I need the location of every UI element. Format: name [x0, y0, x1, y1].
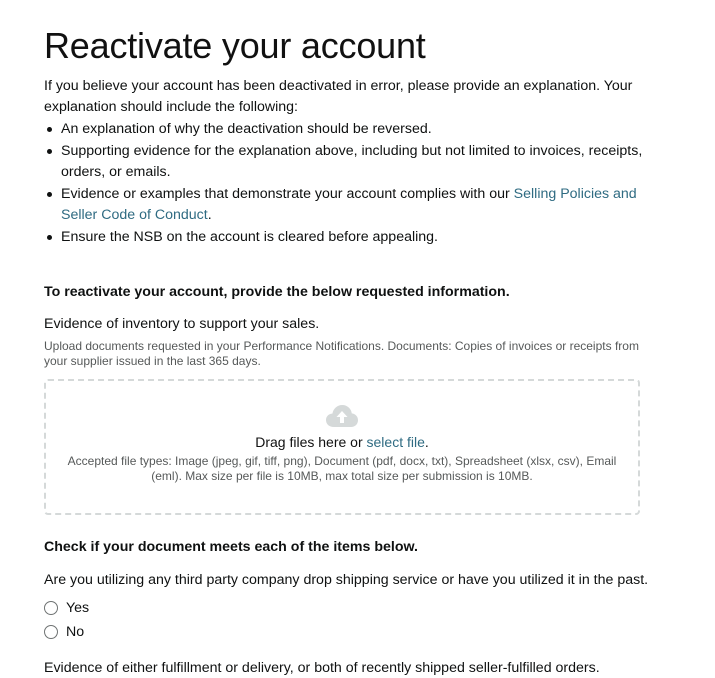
fulfillment-label: Evidence of either fulfillment or delivery, or both of recently shipped seller-fulfilled orders. — [44, 660, 600, 676]
file-dropzone[interactable] — [44, 379, 640, 515]
drag-suffix: . — [424, 434, 429, 450]
section-title: To reactivate your account, provide the below requested information. — [44, 284, 510, 300]
requirement-item — [61, 184, 656, 226]
page-title: Reactivate your account — [44, 25, 426, 66]
radio-yes-label: Yes — [66, 600, 90, 616]
radio-option-yes[interactable] — [44, 598, 715, 618]
check-title: Check if your document meets each of the items below. — [44, 539, 418, 555]
inventory-help: Upload documents requested in your Performance Notifications. Documents: Copies of invoices or receipts from your supplier issued in the last 365 days. — [44, 339, 639, 368]
radio-yes[interactable] — [44, 601, 58, 615]
radio-option-no[interactable] — [44, 622, 715, 642]
inventory-label: Evidence of inventory to support your sales. — [44, 316, 320, 332]
radio-no-label: No — [66, 624, 85, 640]
requirements-list — [44, 119, 656, 248]
drag-prompt: Drag files here or — [255, 434, 367, 450]
requirement-item: Supporting evidence for the explanation above, including but not limited to invoices, receipts, orders, or emails. — [61, 141, 656, 183]
accepted-file-types: Accepted file types: Image (jpeg, gif, tiff, png), Document (pdf, docx, txt), Spreadsheet (xlsx, csv), Email (eml). Max size per file is 10MB, max total size per submission is 10MB. — [67, 454, 617, 483]
requirement-text: Evidence or examples that demonstrate your account complies with our — [61, 186, 514, 202]
requirement-item: Ensure the NSB on the account is cleared before appealing. — [61, 227, 656, 248]
intro-text: If you believe your account has been deactivated in error, please provide an explanation. Your explanation should include the following: — [44, 78, 633, 115]
requirement-text-end: . — [207, 207, 212, 223]
dropship-question: Are you utilizing any third party company drop shipping service or have you utilized it in the past. — [44, 572, 649, 588]
cloud-upload-icon — [325, 403, 359, 429]
radio-no[interactable] — [44, 625, 58, 639]
drag-text — [255, 433, 429, 451]
select-file-link[interactable]: select file — [366, 434, 425, 450]
selling-policies-link[interactable]: Selling Policies and Seller Code of Conduct — [61, 186, 637, 223]
requirement-item: An explanation of why the deactivation should be reversed. — [61, 119, 656, 140]
